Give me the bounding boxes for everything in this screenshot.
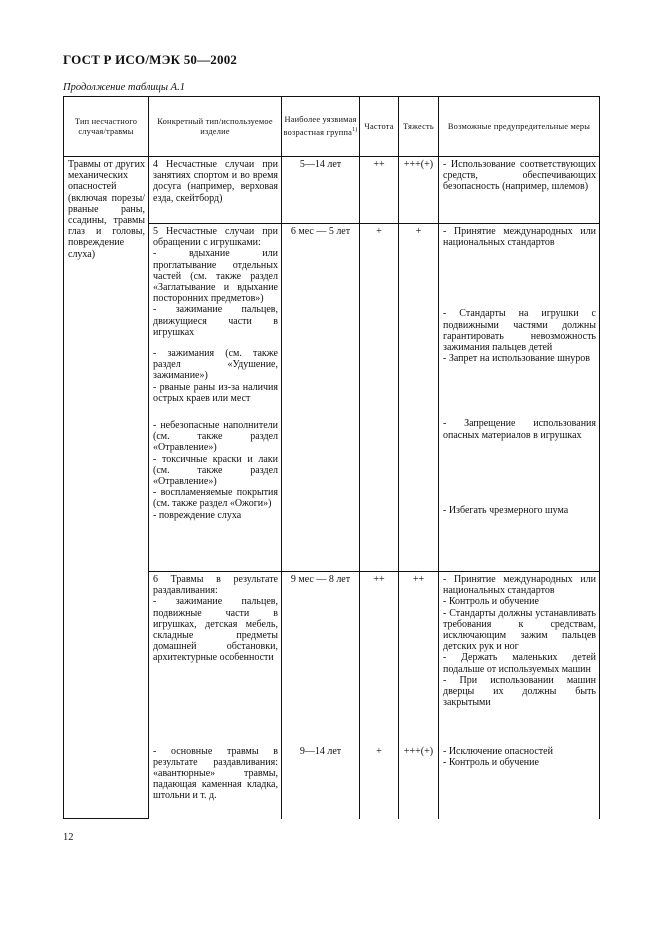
severity-cell: + <box>399 224 439 572</box>
severity-cell: +++(+) <box>399 744 439 819</box>
measure-text: - Использование соответствующих средств, обеспечивающих безопасность (например, шлемов) <box>443 159 596 193</box>
measure-text: - Запрещение использования опасных материалов в игрушках <box>443 418 596 441</box>
footnote-marker: 1) <box>352 127 358 134</box>
document-header: ГОСТ Р ИСО/МЭК 50—2002 <box>63 52 238 67</box>
injury-table <box>63 96 600 819</box>
frequency-cell: ++ <box>360 572 399 744</box>
specific-cell <box>149 157 282 224</box>
specific-item: - зажимание пальцев, движущиеся части в игрушках <box>153 304 278 338</box>
specific-item: - вдыхание или проглатывание отдельных частей (см. также раздел «Заглатывание и вдыхание посторонних предметов») <box>153 248 278 305</box>
measure-text: - Принятие международных или национальных стандартов <box>443 226 596 249</box>
table-header-row <box>64 97 600 157</box>
header-specific-type: Конкретный тип/используемое изделие <box>149 97 282 157</box>
measure-text: - Контроль и обучение <box>443 596 539 608</box>
measures-cell <box>439 157 600 224</box>
header-measures: Возможные предупредительные меры <box>439 97 600 157</box>
header-age-group: Наиболее уязвимая возрастная группа$^{1)}$ <box>282 97 360 157</box>
measure-text: - Держать маленьких детей подальше от используемых машин <box>443 652 596 675</box>
severity-cell: +++(+) <box>399 157 439 224</box>
specific-title: 6 Травмы в результате раздавливания: <box>153 574 278 597</box>
frequency-cell: ++ <box>360 157 399 224</box>
measure-text: - Запрет на использование шнуров <box>443 353 590 365</box>
specific-item: - небезопасные наполнители (см. также раздел «Отравление») <box>153 420 278 454</box>
age-cell: 5—14 лет <box>282 157 360 224</box>
table-caption: Продолжение таблицы А.1 <box>63 82 185 93</box>
measure-text: - Стандарты должны устанавливать требования к средствам, исключающим зажим пальцев детских рук и ног <box>443 607 596 653</box>
age-cell: 9 мес — 8 лет <box>282 572 360 744</box>
header-injury-type: Тип несчастного случая/травмы <box>64 97 149 157</box>
specific-item: - повреждение слуха <box>153 509 242 521</box>
measure-text: - Стандарты на игрушки с подвижными частями должны гарантировать невозможность зажимания пальцев детей <box>443 308 596 354</box>
measure-text: - Избегать чрезмерного шума <box>443 504 569 516</box>
specific-item: - токсичные краски и лаки (см. также раздел «Отравление») <box>153 453 278 488</box>
frequency-cell: + <box>360 224 399 572</box>
specific-item: - зажимание пальцев, подвижные части в игрушках, детская мебель, складные предметы домашней обстановки, архитектурные особенности <box>153 596 278 664</box>
specific-item: - воспламеняемые покрытия (см. также раздел «Ожоги») <box>153 487 278 510</box>
specific-title: 5 Несчастные случаи при обращении с игрушками: <box>153 226 278 249</box>
specific-cell <box>149 224 282 572</box>
frequency-cell: + <box>360 744 399 819</box>
severity-cell: ++ <box>399 572 439 744</box>
measure-text: - При использовании машин дверцы их должны быть закрытыми <box>443 674 596 709</box>
specific-text: - основные травмы в результате раздавливания: «авантюрные» травмы, падающая каменная кладка, штольни и т. д. <box>153 745 278 802</box>
age-cell: 6 мес — 5 лет <box>282 224 360 572</box>
specific-text: 4 Несчастные случаи при занятиях спортом и во время досуга (например, верховая езда, скейтборд) <box>153 159 278 204</box>
measures-cell <box>439 224 600 572</box>
injury-type-text: Травмы от других механических опасностей (включая порезы/рваные раны, ссадины, травмы глаз и головы, повреждение слуха) <box>68 159 145 260</box>
measure-text: - Исключение опасностей <box>443 745 553 757</box>
measure-text: - Принятие международных или национальных стандартов <box>443 574 596 597</box>
measures-cell <box>439 572 600 744</box>
header-frequency: Частота <box>360 97 399 157</box>
measure-text: - Контроль и обучение <box>443 756 539 768</box>
injury-type-cell <box>64 157 149 819</box>
measures-cell <box>439 744 600 819</box>
age-cell: 9—14 лет <box>282 744 360 819</box>
specific-cell <box>149 744 282 819</box>
specific-item: - рваные раны из-за наличия острых краев или мест <box>153 381 278 404</box>
page-number: 12 <box>63 832 74 843</box>
header-severity: Тяжесть <box>399 97 439 157</box>
specific-cell <box>149 572 282 744</box>
table-row <box>64 157 600 224</box>
specific-item: - зажимания (см. также раздел «Удушение, зажимание») <box>153 348 278 382</box>
